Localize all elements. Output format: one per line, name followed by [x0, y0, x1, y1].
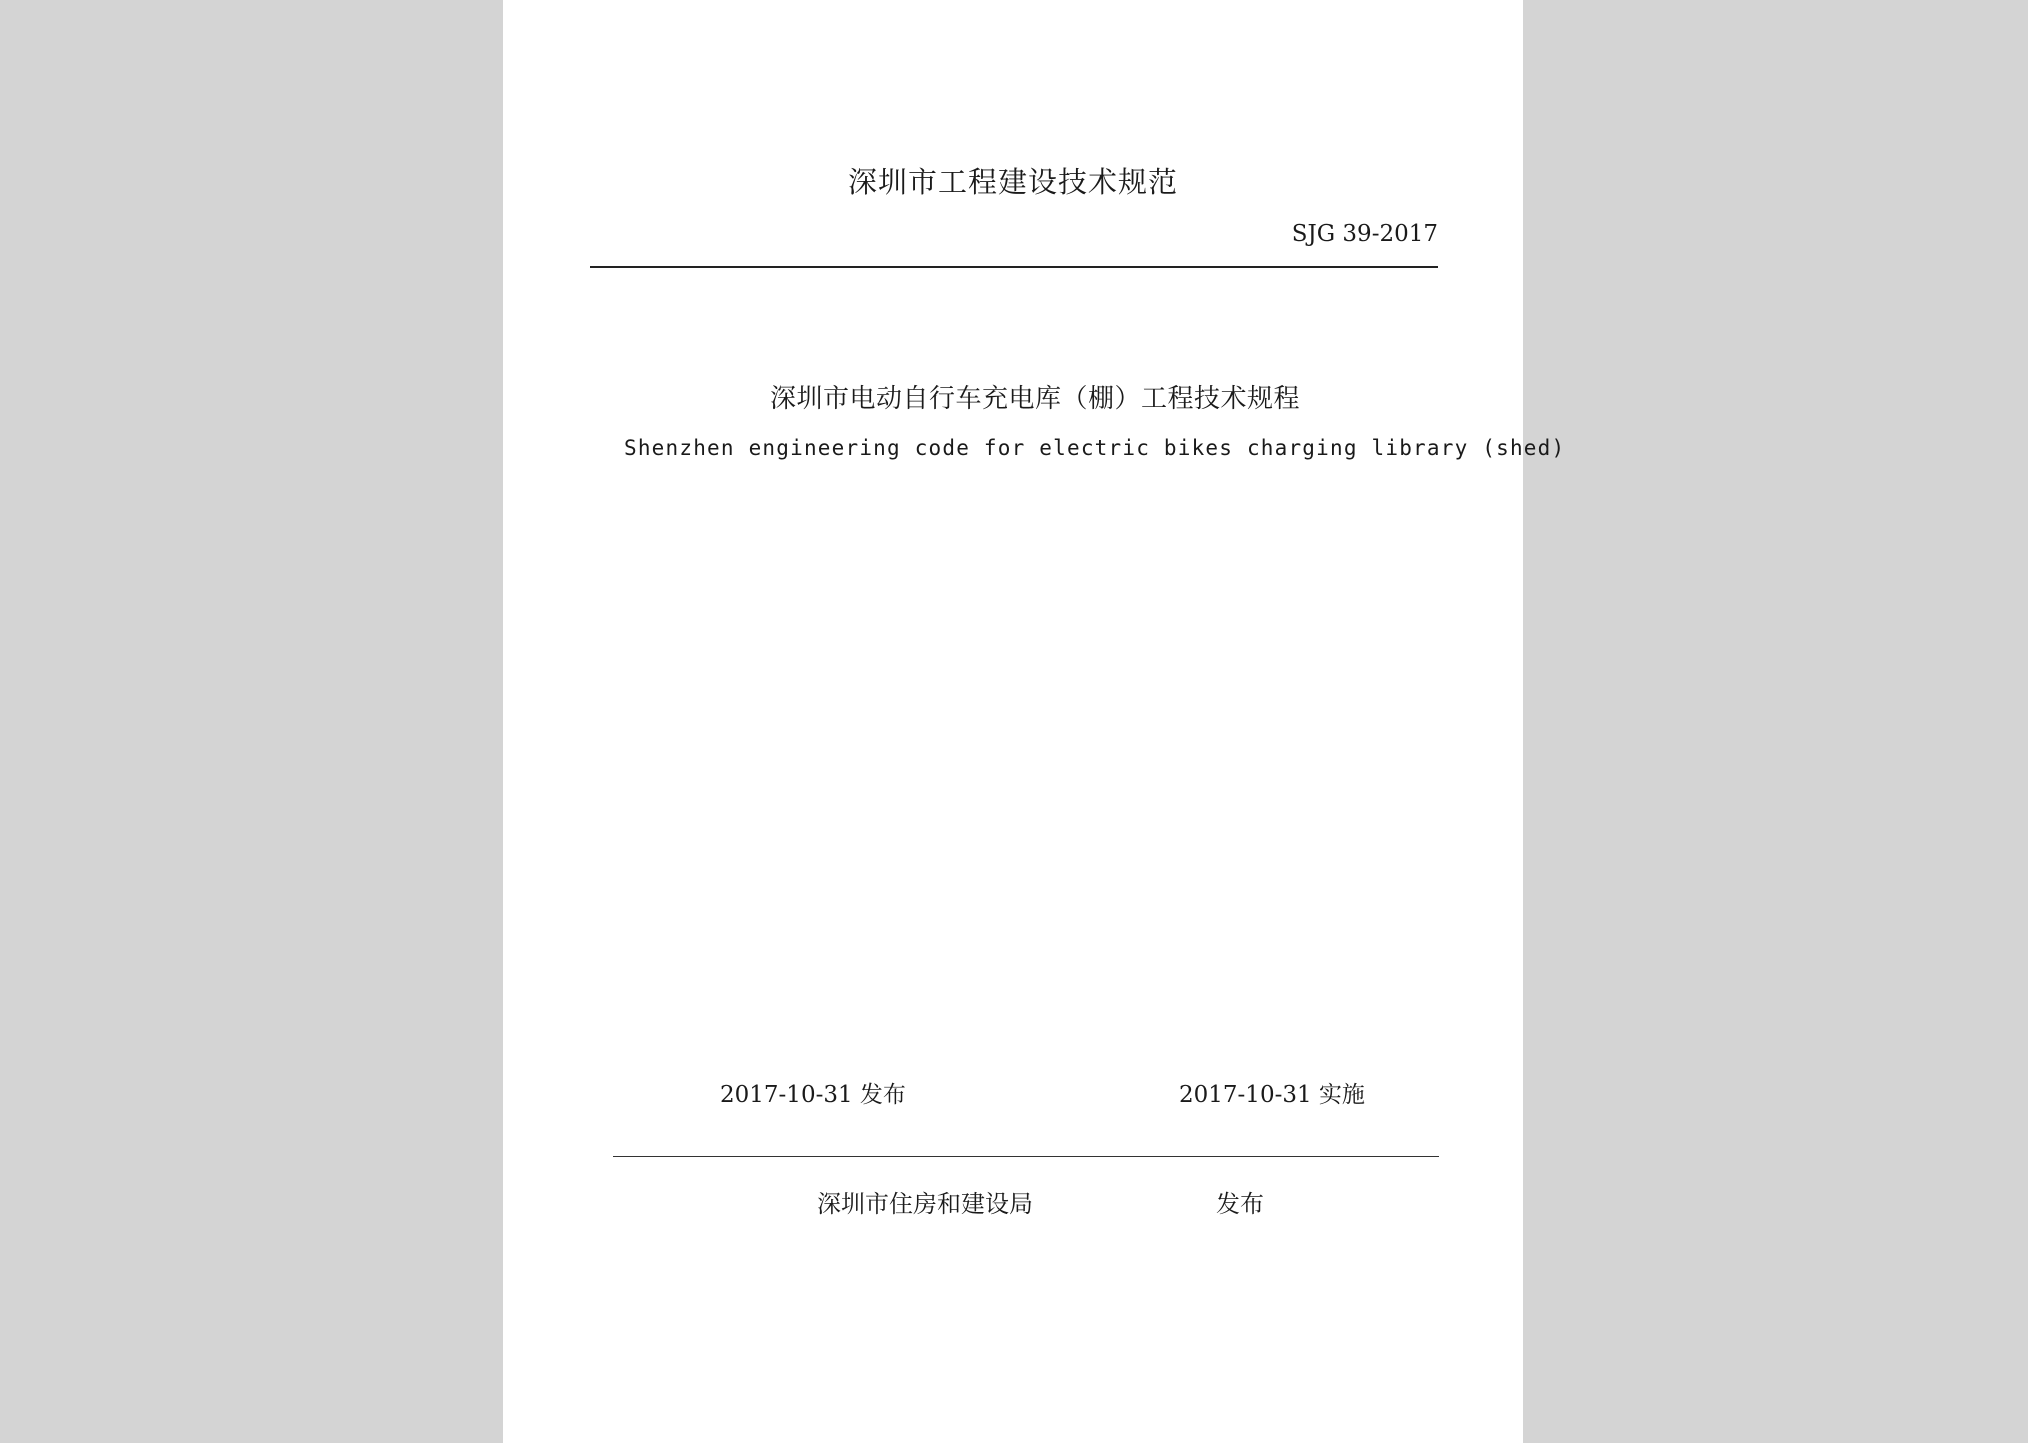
document-title-chinese: 深圳市电动自行车充电库（棚）工程技术规程	[769, 384, 1300, 414]
document-title-english: Shenzhen engineering code for electric bikes charging library (shed)	[624, 436, 1566, 460]
issue-label: 发布	[1216, 1190, 1264, 1218]
standard-code-number: SJG 39-2017	[1291, 221, 1438, 247]
document-page	[503, 0, 1566, 1443]
header-divider	[590, 266, 1438, 268]
implementation-date: 2017-10-31 实施	[1179, 1082, 1365, 1108]
footer-divider	[613, 1156, 1439, 1157]
issuing-authority: 深圳市住房和建设局	[817, 1190, 1033, 1218]
issue-date: 2017-10-31 发布	[720, 1082, 906, 1108]
series-title: 深圳市工程建设技术规范	[847, 165, 1178, 199]
